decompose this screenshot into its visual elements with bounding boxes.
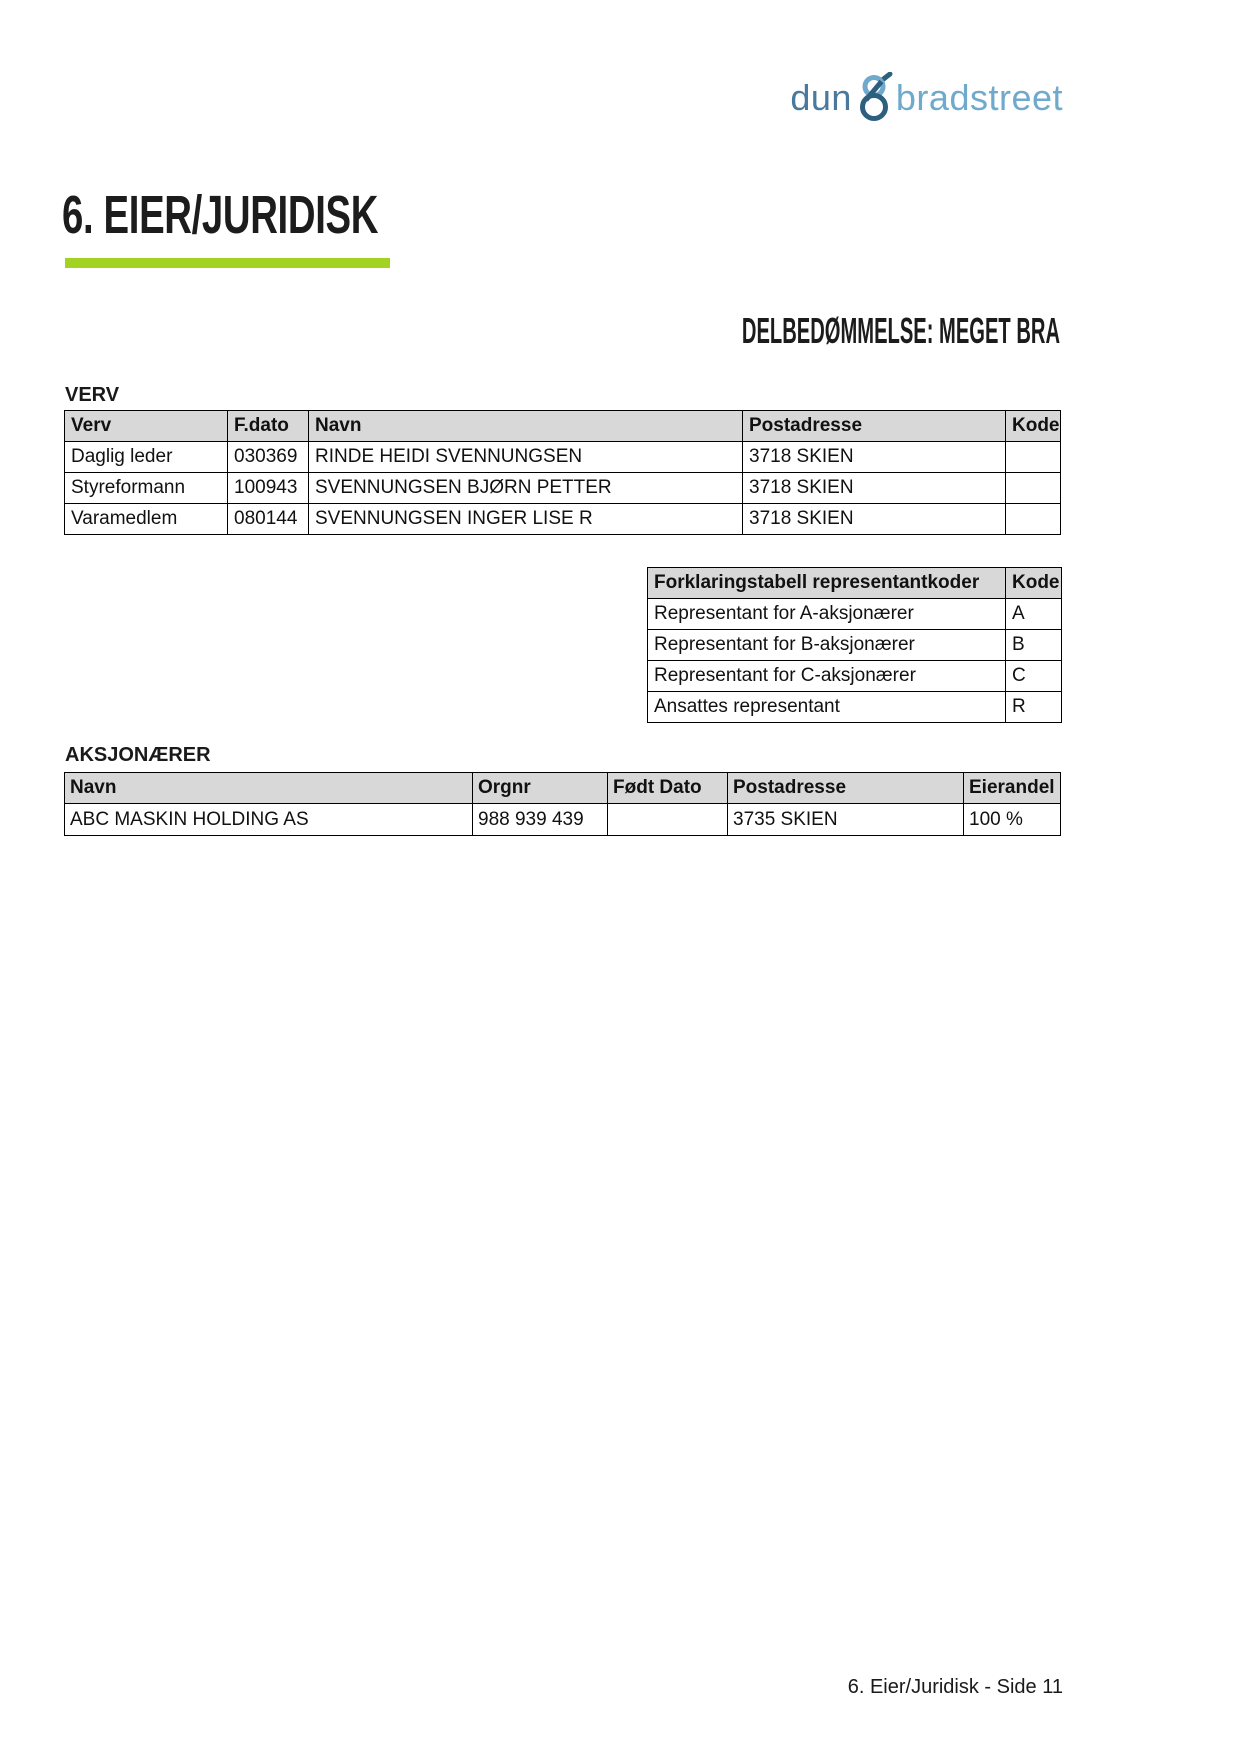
- table-cell: [1006, 442, 1061, 473]
- table-cell: Representant for A-aksjonærer: [648, 599, 1006, 630]
- table-cell: RINDE HEIDI SVENNUNGSEN: [309, 442, 743, 473]
- table-row: [648, 661, 1062, 692]
- table-header-row: [65, 773, 1061, 804]
- table-cell: 988 939 439: [473, 804, 608, 836]
- column-header: Orgnr: [473, 773, 608, 804]
- table-row: [65, 442, 1061, 473]
- dun-bradstreet-logo: [790, 72, 1063, 116]
- column-header: Verv: [65, 411, 228, 442]
- table-row: [65, 504, 1061, 535]
- table-cell: 030369: [228, 442, 309, 473]
- table-row: [65, 804, 1061, 836]
- table-cell: Daglig leder: [65, 442, 228, 473]
- table-cell: B: [1006, 630, 1062, 661]
- table-cell: Varamedlem: [65, 504, 228, 535]
- accent-bar: [65, 258, 390, 268]
- table-row: [65, 473, 1061, 504]
- representant-koder-table: [647, 567, 1062, 723]
- table-row: [648, 599, 1062, 630]
- table-row: [648, 630, 1062, 661]
- verv-section-label: VERV: [65, 384, 120, 406]
- table-cell: 3718 SKIEN: [743, 473, 1006, 504]
- table-cell: C: [1006, 661, 1062, 692]
- table-cell: [1006, 504, 1061, 535]
- table-cell: 3735 SKIEN: [728, 804, 964, 836]
- column-header: Født Dato: [608, 773, 728, 804]
- table-cell: Styreformann: [65, 473, 228, 504]
- table-row: [648, 692, 1062, 723]
- sub-rating-heading: DELBEDØMMELSE: MEGET BRA: [741, 310, 1060, 351]
- table-cell: [608, 804, 728, 836]
- page-footer: 6. Eier/Juridisk - Side 11: [847, 1676, 1063, 1698]
- table-cell: [1006, 473, 1061, 504]
- table-cell: Representant for B-aksjonærer: [648, 630, 1006, 661]
- column-header: Kode: [1006, 568, 1062, 599]
- column-header: Navn: [309, 411, 743, 442]
- column-header: Navn: [65, 773, 473, 804]
- table-cell: 100943: [228, 473, 309, 504]
- column-header: Kode: [1006, 411, 1061, 442]
- table-cell: 3718 SKIEN: [743, 504, 1006, 535]
- column-header: Postadresse: [743, 411, 1006, 442]
- table-cell: ABC MASKIN HOLDING AS: [65, 804, 473, 836]
- table-cell: Ansattes representant: [648, 692, 1006, 723]
- logo-text-bradstreet: bradstreet: [895, 77, 1063, 118]
- table-cell: A: [1006, 599, 1062, 630]
- table-cell: 100 %: [964, 804, 1061, 836]
- ampersand-icon: [855, 72, 893, 122]
- column-header: Postadresse: [728, 773, 964, 804]
- page-title: 6. EIER/JURIDISK: [62, 185, 379, 245]
- verv-table: [64, 410, 1061, 535]
- table-header-row: [65, 411, 1061, 442]
- table-header-row: [648, 568, 1062, 599]
- aksjonaerer-section-label: AKSJONÆRER: [65, 744, 211, 766]
- table-cell: Representant for C-aksjonærer: [648, 661, 1006, 692]
- column-header: Eierandel: [964, 773, 1061, 804]
- column-header: F.dato: [228, 411, 309, 442]
- aksjonaerer-table: [64, 772, 1061, 836]
- table-cell: 3718 SKIEN: [743, 442, 1006, 473]
- table-cell: SVENNUNGSEN BJØRN PETTER: [309, 473, 743, 504]
- table-cell: 080144: [228, 504, 309, 535]
- table-cell: SVENNUNGSEN INGER LISE R: [309, 504, 743, 535]
- table-cell: R: [1006, 692, 1062, 723]
- column-header: Forklaringstabell representantkoder: [648, 568, 1006, 599]
- logo-text-dun: dun: [790, 77, 852, 118]
